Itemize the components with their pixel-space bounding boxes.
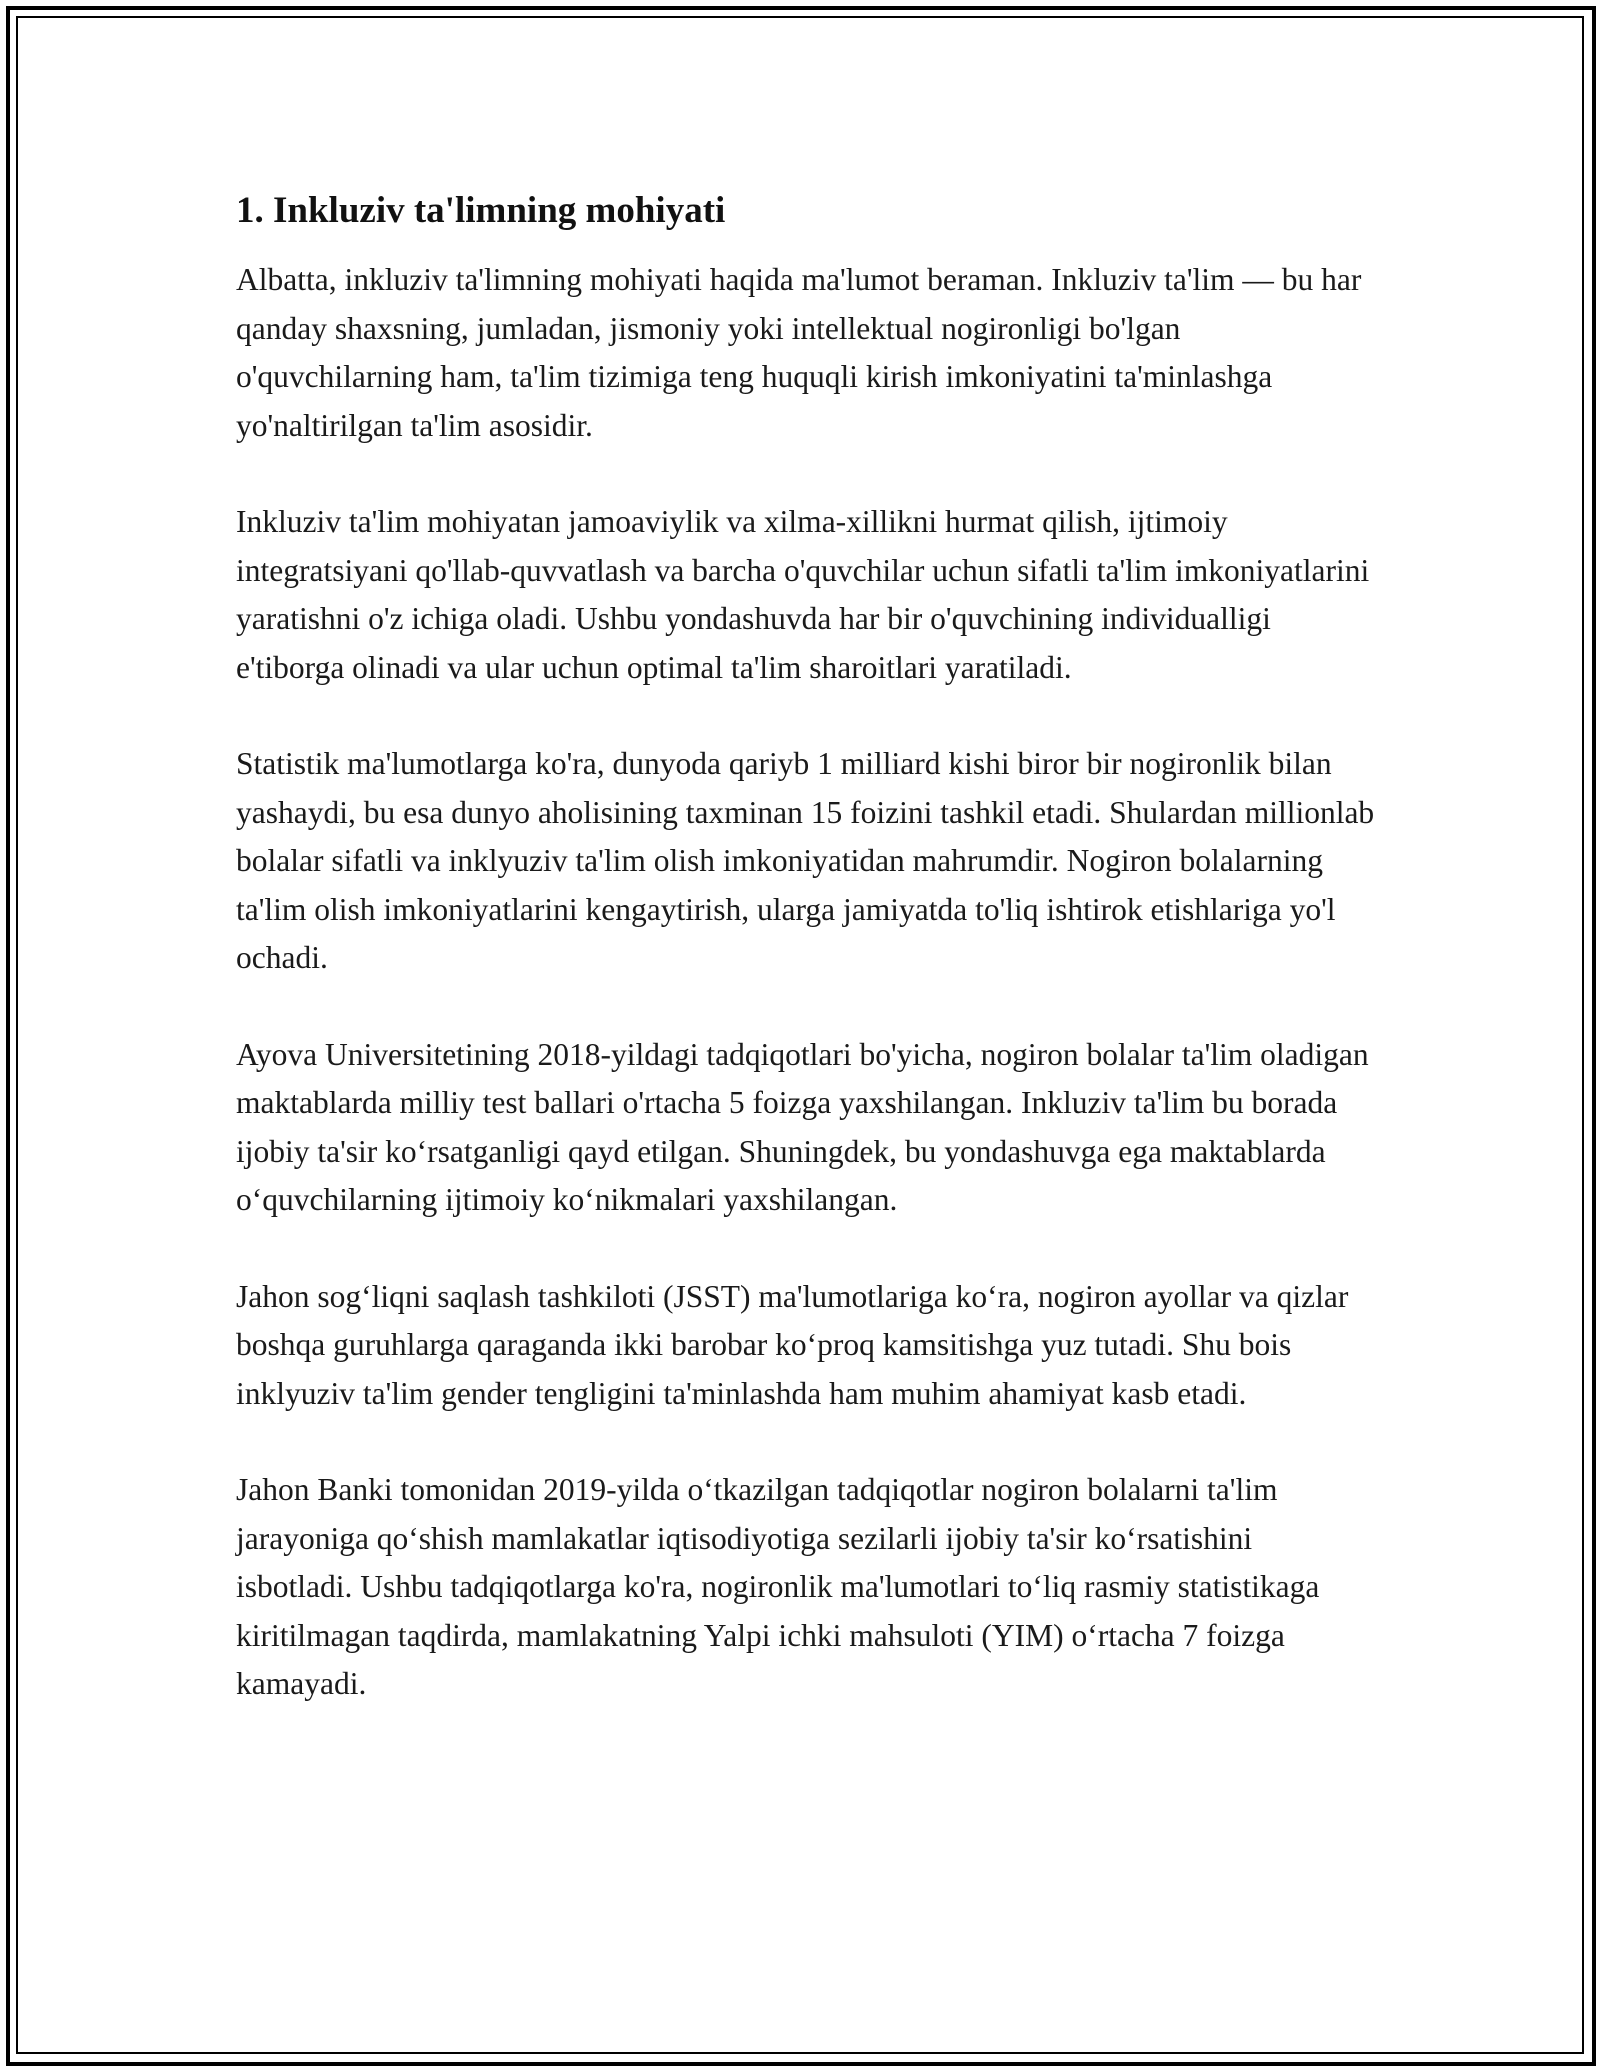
paragraph-4: Ayova Universitetining 2018-yildagi tadqiqotlari bo'yicha, nogiron bolalar ta'lim oladigan maktablarda milliy test ballari o'rtacha 5 foizga yaxshilangan. Inkluziv ta'lim bu borada ijobiy ta'sir ko‘rsatganligi qayd etilgan. Shuningdek, bu yondashuvga ega maktablarda o‘quvchilarning ijtimoiy ko‘nikmalari yaxshilangan. [236, 1036, 1369, 1217]
paragraph-6: Jahon Banki tomonidan 2019-yilda o‘tkazilgan tadqiqotlar nogiron bolalarni ta'lim jarayoniga qo‘shish mamlakatlar iqtisodiyotiga sezilarli ijobiy ta'sir ko‘rsatishini isbotladi. Ushbu tadqiqotlarga ko'ra, nogironlik ma'lumotlari to‘liq rasmiy statistikaga kiritilmagan taqdirda, mamlakatning Yalpi ichki mahsuloti (YIM) o‘rtacha 7 foizga kamayadi. [236, 1472, 1320, 1701]
paragraph-1: Albatta, inkluziv ta'limning mohiyati haqida ma'lumot beraman. Inkluziv ta'lim — bu har qanday shaxsning, jumladan, jismoniy yoki intellektual nogironligi bo'lgan o'quvchilarning ham, ta'lim tizimiga teng huquqli kirish imkoniyatini ta'minlashga yo'naltirilgan ta'lim asosidir. [236, 262, 1362, 443]
paragraph-2: Inkluziv ta'lim mohiyatan jamoaviylik va xilma-xillikni hurmat qilish, ijtimoiy integratsiyani qo'llab-quvvatlash va barcha o'quvchilar uchun sifatli ta'lim imkoniyatlarini yaratishni o'z ichiga oladi. Ushbu yondashuvda har bir o'quvchining individualligi e'tiborga olinadi va ular uchun optimal ta'lim sharoitlari yaratiladi. [236, 504, 1370, 685]
paragraph-3: Statistik ma'lumotlarga ko'ra, dunyoda qariyb 1 milliard kishi biror bir nogironlik bilan yashaydi, bu esa dunyo aholisining taxminan 15 foizini tashkil etadi. Shulardan millionlab bolalar sifatli va inklyuziv ta'lim olish imkoniyatidan mahrumdir. Nogiron bolalarning ta'lim olish imkoniyatlarini kengaytirish, ularga jamiyatda to'liq ishtirok etishlariga yo'l ochadi. [236, 746, 1375, 975]
document-body [236, 186, 1376, 1757]
paragraph-5: Jahon sog‘liqni saqlash tashkiloti (JSST) ma'lumotlariga ko‘ra, nogiron ayollar va qizlar boshqa guruhlarga qaraganda ikki barobar ko‘proq kamsitishga yuz tutadi. Shu bois inklyuziv ta'lim gender tengligini ta'minlashda ham muhim ahamiyat kasb etadi. [236, 1278, 1349, 1411]
section-heading: 1. Inkluziv ta'limning mohiyati [236, 190, 726, 231]
